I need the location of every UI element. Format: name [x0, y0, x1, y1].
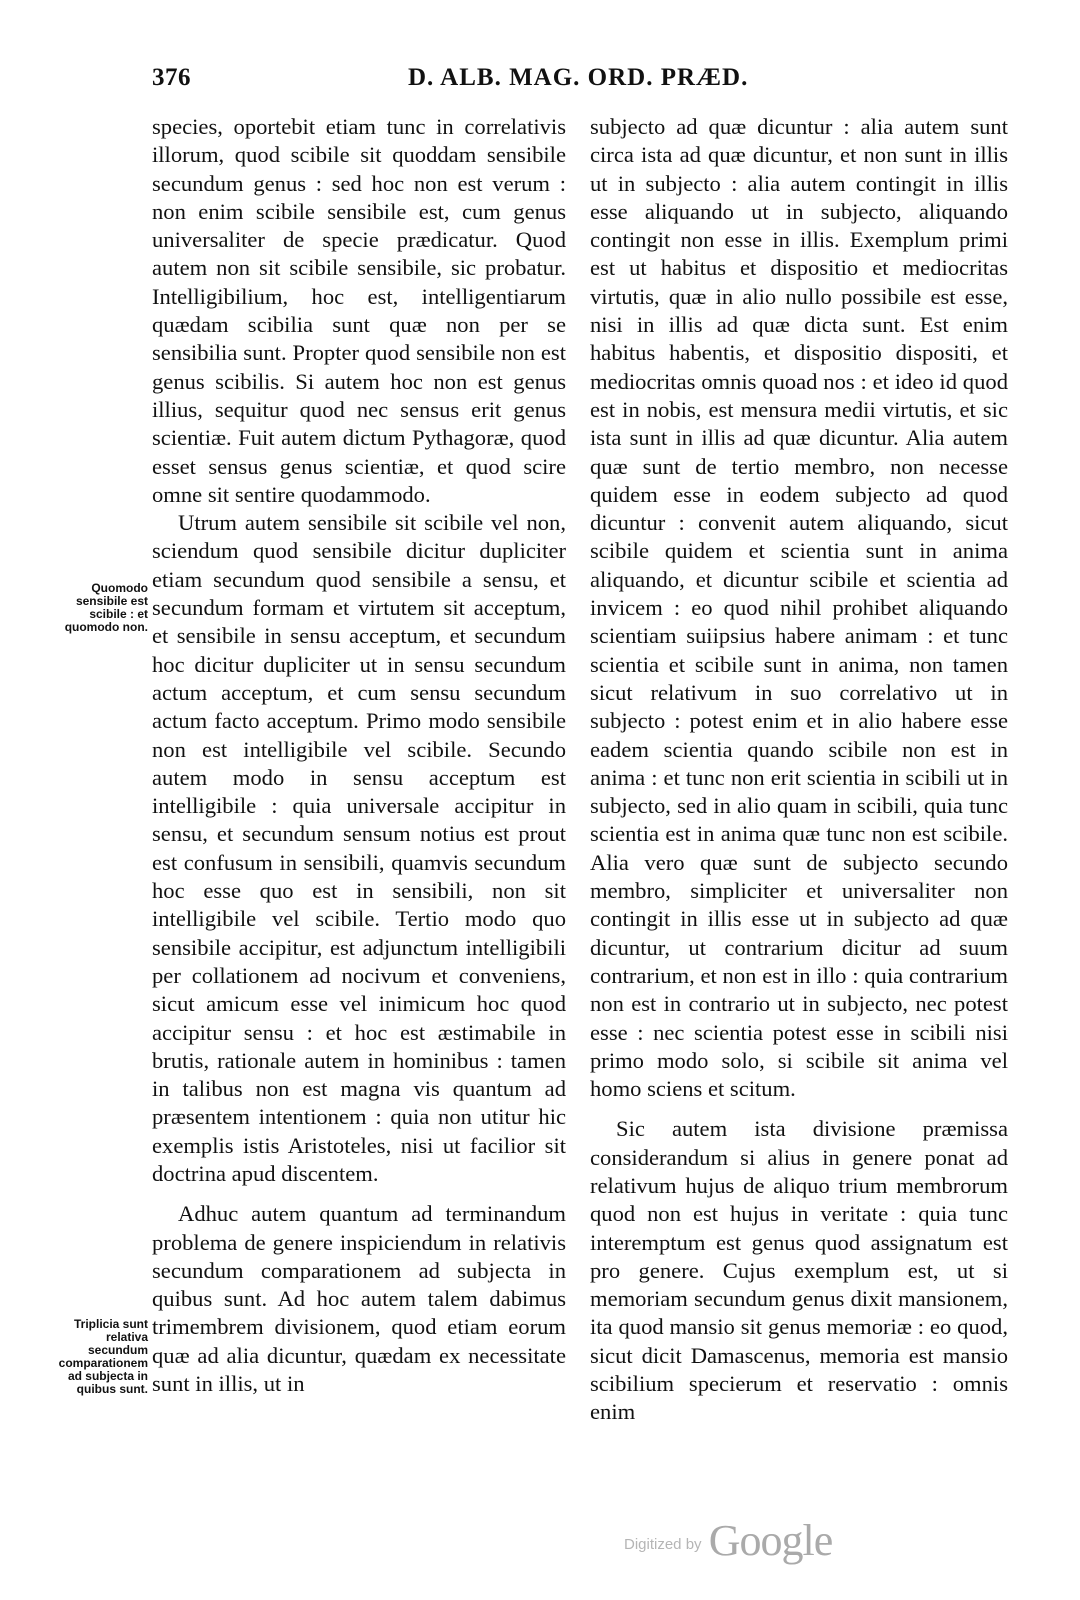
- digitized-label: Digitized by: [624, 1536, 702, 1553]
- paragraph: Utrum autem sensibile sit scibile vel non, sciendum quod sensibile dicitur dupliciter etiam secundum quod sensibile a sensu, et secundum formam et virtutem sit acceptum, et sensibile in sensu acceptum, et secundum hoc dicitur dupliciter ut in sensu secundum actum acceptum, et cum sensu secundum actum facto acceptum. Primo modo sensibile non est intelligibile vel scibile. Secundo autem modo in sensu acceptum est intelligibile : quia universale accipitur in sensu, et secundum sensum notius est prout est confusum in sensibili, quamvis secundum hoc esse quo est in sensibili, non sit intelligibile vel scibile. Tertio modo quo sensibile accipitur, est adjunctum intelligibili per collationem ad nocivum et conveniens, sicut amicum esse vel inimicum hoc quod accipitur sensu : et hoc est æstimabile in brutis, rationale autem in hominibus : tamen in talibus non est magna vis quantum ad præsentem intentionem : quia non utitur hic exemplis istis Aristoteles, nisi ut facilior sit doctrina apud discentem.: [152, 510, 566, 1186]
- marginal-note: Quomodo sensibile est scibile : et quomodo non.: [64, 581, 148, 634]
- paragraph: Sic autem ista divisione præmissa considerandum si alius in genere ponat ad relativum hujus de aliquo trium membrorum quod non est hujus in veritate : quia tunc interemptum est genus quod assignatum est pro genere. Cujus exemplum est, ut si memoriam secundum genus dixit mansionem, ita quod mansio sit genus memoriæ : eo quod, sicut dicit Damascenus, memoria est mansio scibilium specierum et reservatio : omnis enim: [590, 1116, 1008, 1425]
- running-head: D. ALB. MAG. ORD. PRÆD.: [408, 64, 749, 91]
- left-text-column: [152, 113, 566, 1398]
- digitized-watermark: [624, 1515, 832, 1566]
- page-number: 376: [152, 64, 191, 91]
- marginal-note: Triplicia sunt relativa secundum comparationem ad subjecta in quibus sunt.: [58, 1317, 148, 1396]
- paragraph: Adhuc autem quantum ad terminandum problema de genere inspiciendum in relativis secundum comparationem ad subjecta in quibus sunt. Ad hoc autem talem dabimus trimembrem divisionem, quod etiam eorum quæ ad alia dicuntur, quædam ex necessitate sunt in illis, ut in: [152, 1201, 566, 1397]
- google-logo: Google: [708, 1516, 833, 1565]
- paragraph: species, oportebit etiam tunc in correlativis illorum, quod scibile sit quoddam sensibile secundum genus : sed hoc non est verum : non enim scibile sensibile est, cum genus universaliter de specie prædicatur. Quod autem non sit scibile sensibile, sic probatur. Intelligibilium, hoc est, intelligentiarum quædam scibilia sunt quæ non per se sensibilia sunt. Propter quod sensibile non est genus scibilis. Si autem hoc non est genus illius, sequitur quod nec sensus erit genus scientiæ. Fuit autem dictum Pythagoræ, quod esset sensus genus scientiæ, et quod scire omne sit sentire quodammodo.: [152, 114, 566, 507]
- right-text-column: [590, 113, 1008, 1427]
- paragraph: subjecto ad quæ dicuntur : alia autem sunt circa ista ad quæ dicuntur, et non sunt in illis ut in subjecto : alia autem contingit in illis esse aliquando ut in subjecto, aliquando contingit non esse in illis. Exemplum primi est ut habitus et dispositio et mediocritas virtutis, quæ in alio nullo possibile est esse, nisi in illis ad quæ dicta sunt. Est enim habitus habentis, et dispositio dispositi, et mediocritas omnis quoad nos : et ideo id quod est in nobis, est mensura medii virtutis, et sic ista sunt in illis ad quæ dicuntur. Alia autem quæ sunt de tertio membro, non necesse quidem esse in eodem subjecto ad quod dicuntur : convenit autem aliquando, sicut scibile quidem et scientia sunt in anima aliquando, et dicuntur scibile et scientia ad invicem : eo quod nihil prohibet aliquando scientiam suiipsius habere animam : et tunc scientia et scibile sunt in anima, non tamen sicut relativum in suo correlativo ut in subjecto : potest enim et in alio habere esse eadem scientia quando scibile non est in anima : et tunc non erit scientia in scibili ut in subjecto, sed in alio quam in scibili, quia tunc scientia est in anima quæ tunc non est scibile. Alia vero quæ sunt de subjecto secundo membro, simpliciter et universaliter non contingit in illis esse ut in subjecto ad quæ dicuntur, ut contrarium dicitur ad suum contrarium, et non est in illo : quia contrarium non est in contrario ut in subjecto, nec potest esse : nec scientia potest esse in scibili nisi primo modo solo, si scibile sit anima vel homo sciens et scitum.: [590, 114, 1008, 1102]
